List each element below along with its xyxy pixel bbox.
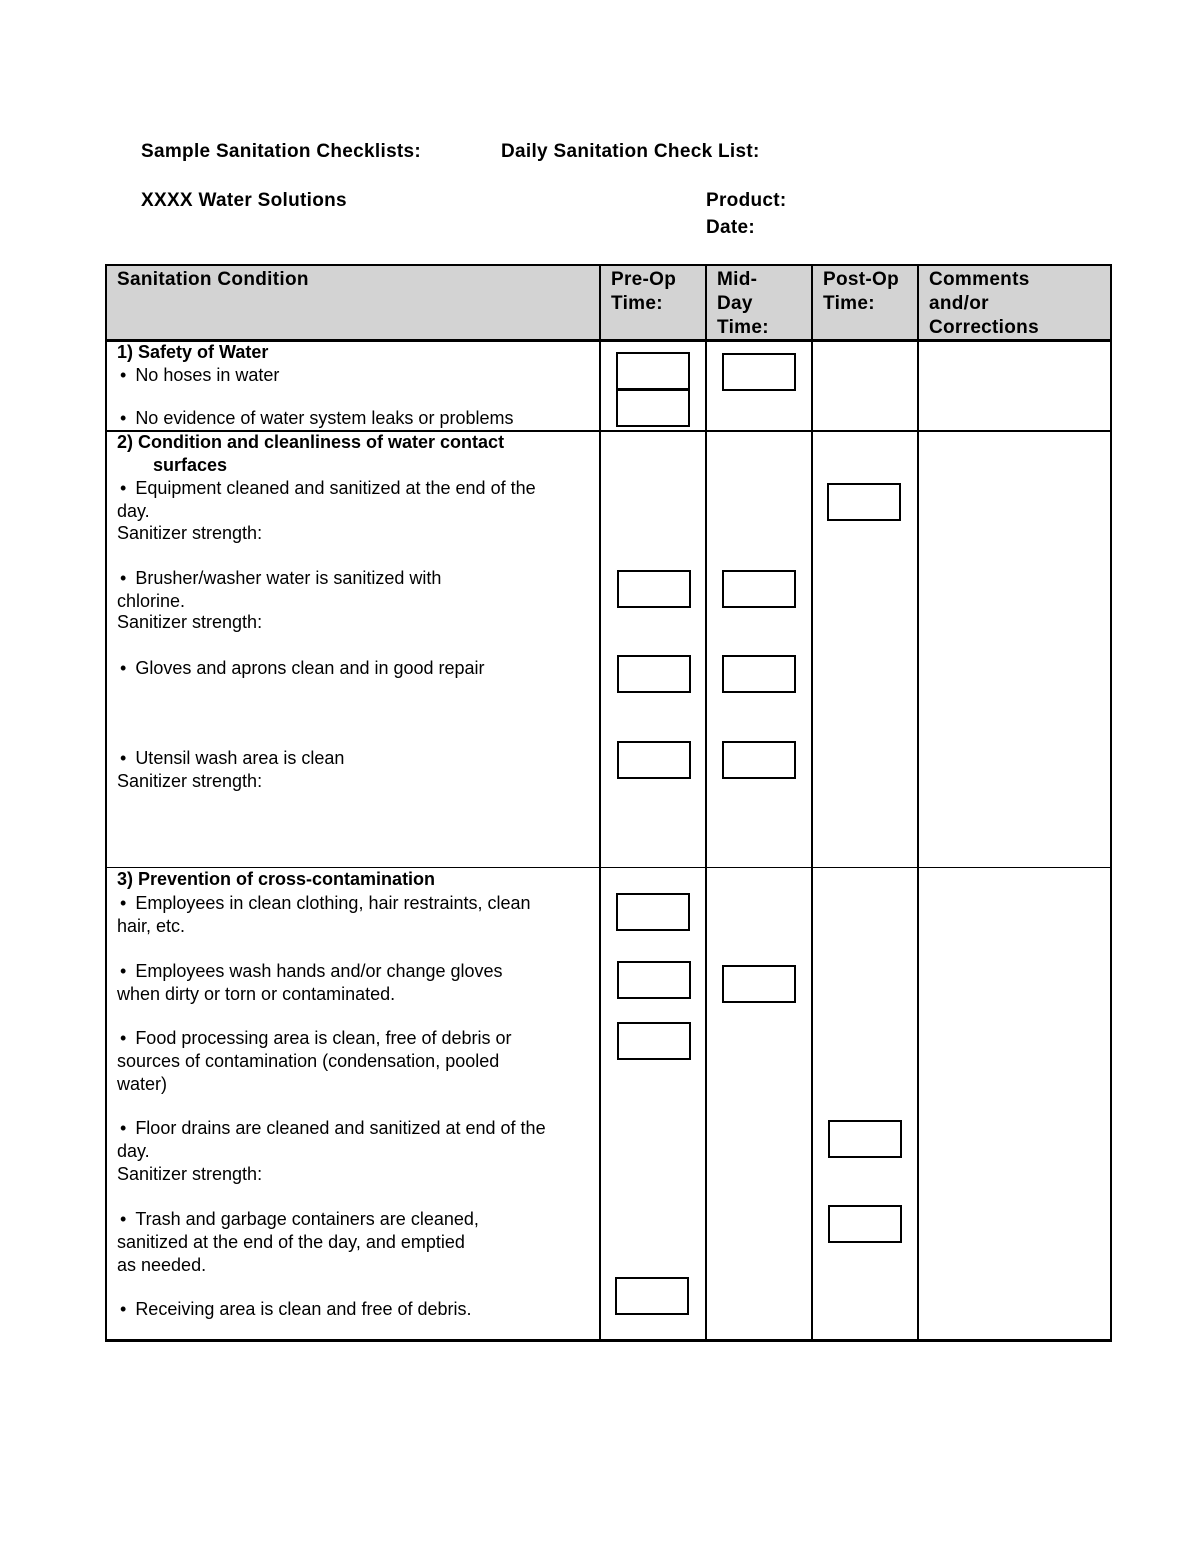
mid-day-checkbox[interactable] (722, 353, 796, 391)
mid-day-checkbox[interactable] (722, 655, 796, 693)
column-divider (705, 264, 707, 1342)
table-border-top (105, 264, 1112, 266)
post-op-checkbox[interactable] (828, 1205, 902, 1243)
document-title: Sample Sanitation Checklists: (141, 141, 422, 162)
post-op-checkbox[interactable] (828, 1120, 902, 1158)
table-border-left (105, 264, 107, 1342)
checklist-item: • Brusher/washer water is sanitized with chlorine. (117, 567, 597, 613)
table-border-right (1110, 264, 1112, 1342)
column-divider (811, 264, 813, 1342)
checklist-item: • Employees in clean clothing, hair restraints, clean hair, etc. (117, 892, 597, 938)
table-border-bottom (105, 1339, 1112, 1342)
column-header-condition: Sanitation Condition (117, 269, 309, 290)
section-title-water-contact-surfaces: 2) Condition and cleanliness of water contact (117, 432, 505, 452)
pre-op-checkbox[interactable] (616, 389, 690, 427)
pre-op-checkbox[interactable] (615, 1277, 689, 1315)
section-title-safety-of-water: 1) Safety of Water (117, 342, 269, 362)
pre-op-checkbox[interactable] (617, 961, 691, 999)
checklist-item: • Equipment cleaned and sanitized at the end of the day. (117, 477, 597, 523)
checklist-item: • Food processing area is clean, free of debris or sources of contamination (condensation, pooled water) (117, 1027, 597, 1096)
company-name: XXXX Water Solutions (141, 190, 347, 211)
column-header-post-op: Post-Op Time: (823, 269, 899, 314)
sanitizer-strength-label: Sanitizer strength: (117, 1164, 263, 1184)
checklist-item: • Utensil wash area is clean (117, 747, 597, 770)
post-op-checkbox[interactable] (827, 483, 901, 521)
pre-op-checkbox[interactable] (617, 570, 691, 608)
checklist-title: Daily Sanitation Check List: (501, 141, 760, 162)
column-divider (599, 264, 601, 1342)
pre-op-checkbox[interactable] (617, 741, 691, 779)
mid-day-checkbox[interactable] (722, 570, 796, 608)
pre-op-checkbox[interactable] (617, 655, 691, 693)
section-title-cross-contamination: 3) Prevention of cross-contamination (117, 869, 436, 889)
pre-op-checkbox[interactable] (616, 893, 690, 931)
sanitizer-strength-label: Sanitizer strength: (117, 771, 263, 791)
checklist-item: • Trash and garbage containers are cleaned, sanitized at the end of the day, and emptied as needed. (117, 1208, 597, 1277)
checklist-item: • Receiving area is clean and free of debris. (117, 1298, 597, 1321)
checklist-item: • Employees wash hands and/or change gloves when dirty or torn or contaminated. (117, 960, 597, 1006)
column-header-mid-day: Mid- Day Time: (717, 269, 769, 338)
checklist-item: • Gloves and aprons clean and in good repair (117, 657, 597, 680)
sanitation-checklist-table (105, 264, 1112, 1341)
checklist-item: • Floor drains are cleaned and sanitized at end of the day. (117, 1117, 597, 1163)
date-label: Date: (706, 217, 756, 238)
column-header-pre-op: Pre-Op Time: (611, 269, 677, 314)
mid-day-checkbox[interactable] (722, 965, 796, 1003)
pre-op-checkbox[interactable] (617, 1022, 691, 1060)
column-header-comments: Comments and/or Corrections (929, 269, 1039, 338)
section-title-continuation: surfaces (153, 455, 228, 475)
product-label: Product: (706, 190, 787, 211)
column-divider (917, 264, 919, 1342)
checklist-item: • No evidence of water system leaks or problems (117, 407, 597, 430)
mid-day-checkbox[interactable] (722, 741, 796, 779)
checklist-item: • No hoses in water (117, 364, 597, 387)
sanitizer-strength-label: Sanitizer strength: (117, 612, 263, 632)
sanitizer-strength-label: Sanitizer strength: (117, 523, 263, 543)
pre-op-checkbox[interactable] (616, 352, 690, 390)
